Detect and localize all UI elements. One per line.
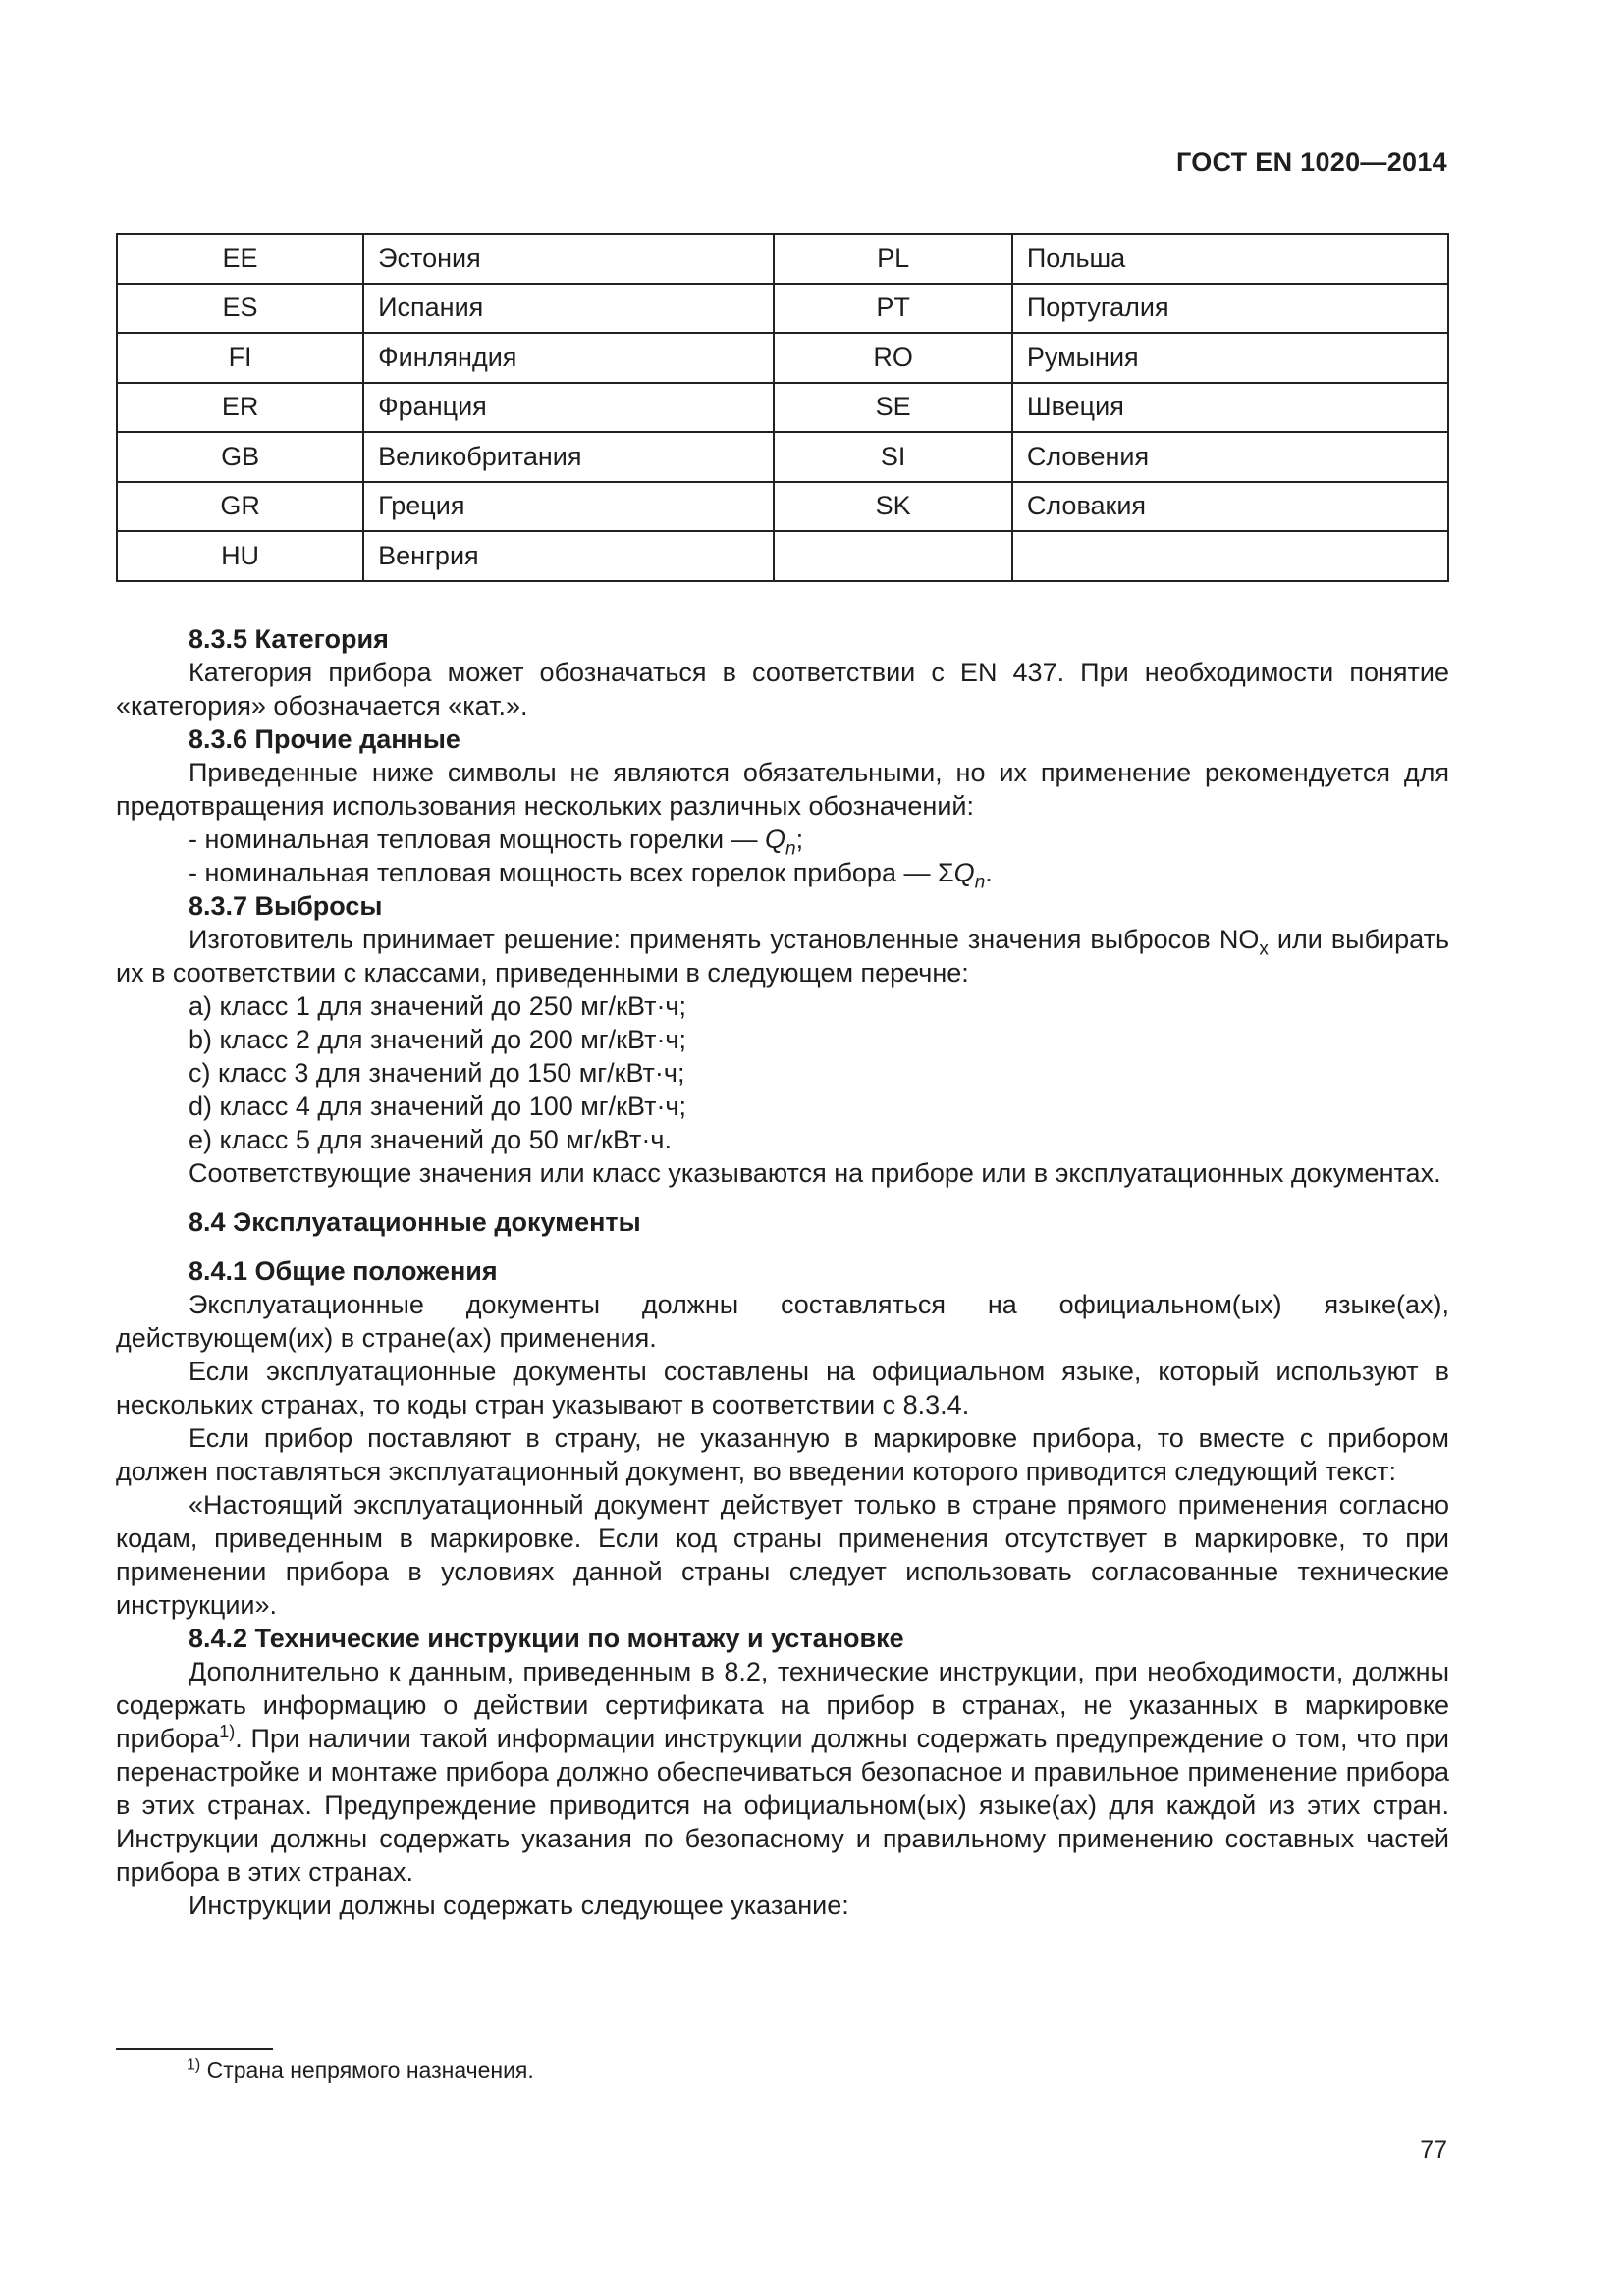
country-code-table xyxy=(116,233,1449,582)
country-name-cell: Франция xyxy=(363,383,774,433)
country-code-cell: PL xyxy=(774,234,1012,284)
country-code-cell: RO xyxy=(774,333,1012,383)
list-item: - номинальная тепловая мощность всех горелок прибора — $\Sigma Q_n$. xyxy=(189,858,993,893)
paragraph: Изготовитель принимает решение: применять установленные значения выбросов $NO_x$ или выбирать их в соответствии с классами, приведенными в следующем перечне: xyxy=(116,925,1450,988)
section-heading-8-3-7: 8.3.7 Выбросы xyxy=(189,891,383,921)
section-heading-8-4-2: 8.4.2 Технические инструкции по монтажу и установке xyxy=(189,1624,904,1653)
country-code-cell: HU xyxy=(117,531,363,581)
document-header: ГОСТ EN 1020—2014 xyxy=(1175,147,1447,177)
country-name-cell: Румыния xyxy=(1012,333,1448,383)
footnote: $^{1)}$ Страна непрямого назначения. xyxy=(187,2056,534,2083)
country-code-cell xyxy=(774,531,1012,581)
country-code-cell: ES xyxy=(117,284,363,334)
section-heading-8-3-6: 8.3.6 Прочие данные xyxy=(189,724,460,754)
list-item: e) класс 5 для значений до 50 мг/кВт·ч. xyxy=(189,1125,672,1154)
country-code-cell: GB xyxy=(117,432,363,482)
country-code-cell: SK xyxy=(774,482,1012,532)
list-item: d) класс 4 для значений до 100 мг/кВт·ч; xyxy=(189,1092,687,1121)
paragraph: Дополнительно к данным, приведенным в 8.2, технические инструкции, при необходимости, должны содержать информацию о действии сертификата на прибор в странах, не указанных в маркировке прибора$^{1)}$. При наличии такой информации инструкции должны содержать предупреждение о том, что при перенастройке и монтаже прибора должно обеспечиваться безопасное и правильное применение прибора в этих странах. Предупреждение приводится на официальном(ых) языке(ах) для каждой из этих стран. Инструкции должны содержать указания по безопасному и правильному применению составных частей прибора в этих странах. xyxy=(116,1657,1449,1887)
paragraph: Эксплуатационные документы должны составляться на официальном(ых) языке(ах), действующем(их) в стране(ах) применения. xyxy=(116,1290,1449,1353)
country-name-cell: Словения xyxy=(1012,432,1448,482)
table-row xyxy=(117,234,1448,284)
page-number: 77 xyxy=(1420,2136,1447,2163)
country-name-cell: Венгрия xyxy=(363,531,774,581)
country-name-cell: Швеция xyxy=(1012,383,1448,433)
table-row xyxy=(117,531,1448,581)
country-name-cell: Польша xyxy=(1012,234,1448,284)
footnote-reference: 1) xyxy=(219,1722,236,1741)
country-name-cell: Испания xyxy=(363,284,774,334)
paragraph: Инструкции должны содержать следующее указание: xyxy=(189,1891,849,1920)
country-name-cell: Финляндия xyxy=(363,333,774,383)
table-row xyxy=(117,482,1448,532)
document-body xyxy=(116,622,1449,1922)
section-heading-8-3-5: 8.3.5 Категория xyxy=(189,624,389,654)
paragraph: Соответствующие значения или класс указываются на приборе или в эксплуатационных документах. xyxy=(189,1158,1441,1188)
country-name-cell: Греция xyxy=(363,482,774,532)
list-item: c) класс 3 для значений до 150 мг/кВт·ч; xyxy=(189,1058,685,1088)
paragraph: Если прибор поставляют в страну, не указанную в маркировке прибора, то вместе с прибором должен поставляться эксплуатационный документ, во введении которого приводится следующий текст: xyxy=(116,1423,1449,1486)
list-item: b) класс 2 для значений до 200 мг/кВт·ч; xyxy=(189,1025,687,1054)
country-name-cell: Великобритания xyxy=(363,432,774,482)
paragraph: Категория прибора может обозначаться в соответствии с EN 437. При необходимости понятие «категория» обозначается «кат.». xyxy=(116,658,1449,721)
table-row xyxy=(117,333,1448,383)
paragraph: Если эксплуатационные документы составлены на официальном языке, который используют в нескольких странах, то коды стран указывают в соответствии с 8.3.4. xyxy=(116,1357,1449,1419)
country-code-cell: SE xyxy=(774,383,1012,433)
country-code-cell: SI xyxy=(774,432,1012,482)
footnote-divider xyxy=(116,2048,273,2050)
quoted-text: «Настоящий эксплуатационный документ действует только в стране прямого применения согласно кодам, приведенным в маркировке. Если код страны применения отсутствует в маркировке, то при применении прибора в условиях данной страны следует использовать согласованные технические инструкции». xyxy=(116,1490,1449,1620)
country-name-cell: Эстония xyxy=(363,234,774,284)
country-name-cell xyxy=(1012,531,1448,581)
table-row xyxy=(117,432,1448,482)
paragraph: Приведенные ниже символы не являются обязательными, но их применение рекомендуется для предотвращения использования нескольких различных обозначений: xyxy=(116,758,1449,821)
table-row xyxy=(117,284,1448,334)
country-name-cell: Словакия xyxy=(1012,482,1448,532)
country-name-cell: Португалия xyxy=(1012,284,1448,334)
country-code-cell: GR xyxy=(117,482,363,532)
section-heading-8-4: 8.4 Эксплуатационные документы xyxy=(189,1207,641,1237)
country-code-cell: PT xyxy=(774,284,1012,334)
country-code-cell: EE xyxy=(117,234,363,284)
country-code-cell: ER xyxy=(117,383,363,433)
table-row xyxy=(117,383,1448,433)
list-item: a) класс 1 для значений до 250 мг/кВт·ч; xyxy=(189,991,687,1021)
list-item: - номинальная тепловая мощность горелки — $Q_n$; xyxy=(189,825,804,860)
country-code-cell: FI xyxy=(117,333,363,383)
section-heading-8-4-1: 8.4.1 Общие положения xyxy=(189,1256,498,1286)
